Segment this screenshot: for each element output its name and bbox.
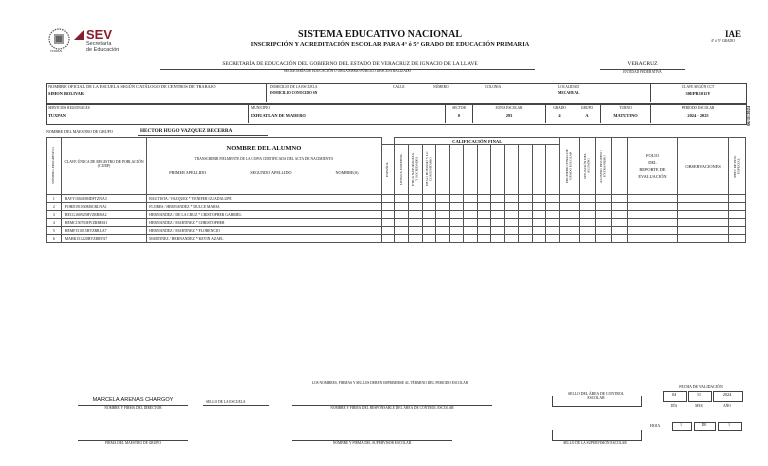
director-name: MARCELA ARENAS CHARGOY <box>92 397 174 403</box>
row-number: 1 <box>47 195 62 203</box>
row-grade-cell <box>477 195 491 203</box>
row-grade-cell <box>491 203 505 211</box>
row-grade-cell <box>580 235 596 243</box>
domicilio-label: DOMICILIO DE LA ESCUELA <box>270 85 318 89</box>
row-grade-cell <box>560 227 580 235</box>
localidad-value: MECAHUAL <box>558 91 580 95</box>
table-row <box>47 211 746 219</box>
nombre-header: NOMBRE DEL ALUMNO TRANSCRIBIR FIELMENTE DE LA COPIA CERTIFICADA DEL ACTA DE NACIMIENTO PRIMER APELLIDO SEGUNDO APELLIDO NOMBRE(S) <box>147 138 381 195</box>
firma-maestro: FIRMA DEL MAESTRO DE GRUPO <box>105 441 161 445</box>
row-grade-cell <box>409 203 423 211</box>
curp-header: CLAVE ÚNICA DE REGISTRO DE POBLACIÓN (CURP) <box>61 138 147 195</box>
row-grade-cell <box>477 227 491 235</box>
grupo-value: A <box>585 113 589 118</box>
row-grade-cell <box>580 195 596 203</box>
mes-label: MES <box>695 404 703 408</box>
row-grade-cell <box>532 227 546 235</box>
row-number: 3 <box>47 211 62 219</box>
row-grade-cell <box>505 219 519 227</box>
sello-control: SELLO DEL ÁREA DE CONTROL ESCOLAR <box>568 392 624 401</box>
row-curp: HEMC150703HVZRRHA1 <box>61 219 147 227</box>
table-row <box>47 203 746 211</box>
row-grade-cell <box>627 219 678 227</box>
logo-sub2: de Educación <box>86 47 120 53</box>
row-grade-cell <box>409 195 423 203</box>
row-grade-cell <box>611 227 627 235</box>
grupo-label: GRUPO <box>580 106 594 110</box>
sello-supervision: SELLO DE LA SUPERVISIÓN ESCOLAR <box>563 441 627 445</box>
row-grade-cell <box>477 235 491 243</box>
sev-triangle-icon <box>74 30 84 40</box>
row-grade-cell <box>678 211 729 219</box>
promedio-header: PROMEDIO FINAL DE GRADO ESCOLAR <box>560 138 580 195</box>
hoja-total: 1 <box>728 423 730 427</box>
row-curp: FOHD191030MSCRLNA1 <box>61 203 147 211</box>
row-grade-cell <box>450 235 464 243</box>
numero-label: NÚMERO <box>433 85 449 89</box>
row-grade-cell <box>450 227 464 235</box>
row-number: 6 <box>47 235 62 243</box>
row-grade-cell <box>627 235 678 243</box>
sector-value: 0 <box>457 113 461 118</box>
row-grade-cell <box>560 203 580 211</box>
row-grade-cell <box>409 227 423 235</box>
row-grade-cell <box>560 219 580 227</box>
page-subtitle: INSCRIPCIÓN Y ACREDITACIÓN ESCOLAR PARA 4° ó 5° GRADO DE EDUCACIÓN PRIMARIA <box>250 41 530 48</box>
row-grade-cell <box>595 235 611 243</box>
domicilio-value: DOMICILIO CONOCIDO SN <box>270 91 318 95</box>
row-student-name: FLORES / HERNANDEZ * DULCE MARIA <box>147 203 381 211</box>
row-grade-cell <box>491 219 505 227</box>
row-grade-cell <box>381 203 395 211</box>
row-grade-cell <box>546 235 560 243</box>
row-grade-cell <box>450 203 464 211</box>
numero-progresivo-header: NÚMERO PROGRESIVO <box>47 138 62 195</box>
row-grade-cell <box>518 227 532 235</box>
servicios-label: SERVICIOS REGIONALES <box>48 106 90 110</box>
row-grade-cell <box>463 219 477 227</box>
subject-col-2: LENGUA MATERNA <box>395 145 409 195</box>
observaciones-header: OBSERVACIONES <box>678 138 729 195</box>
turno-label: TURNO <box>619 106 632 110</box>
row-grade-cell <box>580 211 596 219</box>
row-grade-cell <box>463 195 477 203</box>
row-grade-cell <box>436 219 450 227</box>
subject-col-3: ETICA NATURALEZA Y SOCIEDADES <box>409 145 423 195</box>
row-grade-cell <box>395 195 409 203</box>
fecha-anio: 2024 <box>722 392 732 397</box>
row-grade-cell <box>409 211 423 219</box>
entidad-sub: ENTIDAD FEDERATIVA <box>623 70 662 74</box>
subject-col-1: ESPAÑOL <box>381 145 395 195</box>
municipio-label: MUNICIPIO <box>251 106 270 110</box>
cct-label: CLAVE SEGÚN CCT <box>681 85 715 89</box>
zona-value: 293 <box>505 113 513 118</box>
logo-text: SEV <box>86 27 113 42</box>
row-curp: MAHK151220HVZRRVA7 <box>61 235 147 243</box>
row-grade-cell <box>395 203 409 211</box>
row-grade-cell <box>477 203 491 211</box>
maestro-label: NOMBRE DEL MAESTRO DE GRUPO <box>46 129 113 134</box>
subject-col-4: DE LO HUMANO Y LO COMUNITARIO <box>422 145 436 195</box>
row-grade-cell <box>395 211 409 219</box>
grado-label: GRADO <box>553 106 566 110</box>
row-grade-cell <box>595 195 611 203</box>
calificacion-header: CALIFICACIÓN FINAL <box>395 138 560 145</box>
hoja-label: HOJA <box>650 423 661 428</box>
row-grade-cell <box>409 235 423 243</box>
colonia-label: COLONIA <box>485 85 502 89</box>
row-grade-cell <box>422 227 436 235</box>
row-curp: HEMF151015HVZRRLA7 <box>61 227 147 235</box>
row-grade-cell <box>436 195 450 203</box>
row-grade-cell <box>463 227 477 235</box>
subject-col-5 <box>436 145 450 195</box>
row-grade-cell <box>381 219 395 227</box>
row-grade-cell <box>436 211 450 219</box>
row-grade-cell <box>627 203 678 211</box>
row-curp: HECG160925HVZRRBA2 <box>61 211 147 219</box>
footer-notice: LOS NOMBRES, FIRMAS Y SELLOS DEBEN IMPRIMIRSE AL TÉRMINO DEL PERIODO ESCOLAR <box>311 381 469 385</box>
row-grade-cell <box>546 195 560 203</box>
row-grade-cell <box>560 211 580 219</box>
row-grade-cell <box>611 219 627 227</box>
row-student-name: MARTINEZ / HERNANDEZ * KEVIN AZAEL <box>147 235 381 243</box>
row-grade-cell <box>422 211 436 219</box>
anio-label: AÑO <box>723 404 731 408</box>
servicios-value: TUXPAN <box>48 113 66 118</box>
row-grade-cell <box>611 211 627 219</box>
row-grade-cell <box>450 195 464 203</box>
row-grade-cell <box>728 227 745 235</box>
grado-value: 4 <box>558 113 561 118</box>
row-grade-cell <box>728 195 745 203</box>
necesidades-header: NEEV DE EDU. ESPECIAL <box>728 138 745 195</box>
row-grade-cell <box>546 203 560 211</box>
row-grade-cell <box>611 195 627 203</box>
row-grade-cell <box>395 235 409 243</box>
row-grade-cell <box>611 235 627 243</box>
row-grade-cell <box>546 219 560 227</box>
row-grade-cell <box>422 195 436 203</box>
row-number: 5 <box>47 227 62 235</box>
row-grade-cell <box>450 211 464 219</box>
periodo-label: PERIODO ESCOLAR <box>681 106 715 110</box>
row-grade-cell <box>463 235 477 243</box>
row-grade-cell <box>595 203 611 211</box>
row-grade-cell <box>381 195 395 203</box>
school-name-label: NOMBRE OFICIAL DE LA ESCUELA SEGÚN CATÁLOGO DE CENTROS DE TRABAJO <box>48 84 216 89</box>
row-grade-cell <box>532 195 546 203</box>
zona-label: ZONA ESCOLAR <box>495 106 523 110</box>
calle-label: CALLE <box>393 85 405 89</box>
row-grade-cell <box>463 211 477 219</box>
row-grade-cell <box>381 235 395 243</box>
situacion-header: SITUACIÓN DEL ALUMNO <box>580 138 596 195</box>
row-grade-cell <box>728 203 745 211</box>
row-grade-cell <box>505 195 519 203</box>
responsable-label: NOMBRE Y FIRMA DEL RESPONSABLE DEL ÁREA DE CONTROL ESCOLAR <box>330 406 454 410</box>
row-student-name: HERNANDEZ / DE LA CRUZ * CRISTOPHER GABRIEL <box>147 211 381 219</box>
row-grade-cell <box>491 227 505 235</box>
row-grade-cell <box>595 211 611 219</box>
dia-label: DÍA <box>670 404 678 408</box>
row-grade-cell <box>505 211 519 219</box>
row-grade-cell <box>728 211 745 219</box>
form-code-sub: 4° ó 5° GRADO <box>711 39 735 43</box>
row-grade-cell <box>381 211 395 219</box>
row-grade-cell <box>678 195 729 203</box>
sello-supervision-bracket <box>552 430 642 441</box>
folio-header: FOLIO DEL REPORTE DE EVALUACIÓN <box>627 138 678 195</box>
row-grade-cell <box>678 235 729 243</box>
periodo-value: 2024 - 2025 <box>687 113 709 118</box>
row-grade-cell <box>518 211 532 219</box>
form-code: IAE <box>725 29 742 39</box>
row-grade-cell <box>627 195 678 203</box>
hoja-de: DE <box>701 423 707 427</box>
row-grade-cell <box>518 195 532 203</box>
row-grade-cell <box>422 219 436 227</box>
maestro-value: HECTOR HUGO VAZQUEZ BECERRA <box>140 128 233 134</box>
row-grade-cell <box>560 235 580 243</box>
primer-apellido-header: PRIMER APELLIDO <box>169 170 207 175</box>
cct-value: 30EPR1011Y <box>685 91 711 96</box>
table-row <box>47 219 746 227</box>
secretaria: SECRETARÍA DE EDUCACIÓN DEL GOBIERNO DEL ESTADO DE VERACRUZ DE IGNACIO DE LA LLAVE <box>222 61 478 67</box>
row-grade-cell <box>546 211 560 219</box>
row-grade-cell <box>518 219 532 227</box>
director-label: NOMBRE Y FIRMA DEL DIRECTOR <box>104 406 162 410</box>
row-grade-cell <box>381 227 395 235</box>
row-grade-cell <box>395 219 409 227</box>
sev-logo <box>47 27 137 55</box>
row-grade-cell <box>595 219 611 227</box>
row-grade-cell <box>532 219 546 227</box>
nombres-header: NOMBRE(S) <box>335 170 359 175</box>
row-grade-cell <box>728 219 745 227</box>
row-grade-cell <box>422 203 436 211</box>
row-grade-cell <box>518 235 532 243</box>
row-student-name: HERNANDEZ / MARTINEZ * FLORENCIO <box>147 227 381 235</box>
table-row <box>47 227 746 235</box>
row-grade-cell <box>477 211 491 219</box>
row-grade-cell <box>560 195 580 203</box>
entidad: VERACRUZ <box>627 61 658 67</box>
row-grade-cell <box>422 235 436 243</box>
hoja-num: 1 <box>680 423 682 427</box>
row-grade-cell <box>580 219 596 227</box>
fecha-dia: 04 <box>671 392 677 397</box>
municipio-value: IXHUATLAN DE MADERO <box>251 113 306 118</box>
row-grade-cell <box>595 227 611 235</box>
secretaria-sub: SECRETARÍA DE EDUCACIÓN U ORGANISMO PÚBLICO DESCENTRALIZADO <box>283 69 412 73</box>
table-row <box>47 195 746 203</box>
row-grade-cell <box>491 195 505 203</box>
row-number: 4 <box>47 219 62 227</box>
inscrito-header: ALUMNO INSCRITO / EXTRANJERO <box>595 138 611 195</box>
row-curp: BAVY100418MDFTZNA3 <box>61 195 147 203</box>
row-grade-cell <box>505 227 519 235</box>
school-name-value: SIMON BOLIVAR <box>48 91 84 96</box>
localidad-label: LOCALIDAD <box>558 85 579 89</box>
row-grade-cell <box>436 203 450 211</box>
row-grade-cell <box>436 235 450 243</box>
segundo-apellido-header: SEGUNDO APELLIDO <box>250 170 292 175</box>
row-grade-cell <box>505 203 519 211</box>
page-title: SISTEMA EDUCATIVO NACIONAL <box>297 29 463 40</box>
row-grade-cell <box>678 227 729 235</box>
table-row <box>47 235 746 243</box>
students-table <box>46 137 746 243</box>
turno-value: MATUTINO <box>613 113 638 118</box>
row-grade-cell <box>477 219 491 227</box>
row-grade-cell <box>409 219 423 227</box>
supervisor-label: NOMBRE Y FIRMA DEL SUPERVISOR ESCOLAR <box>332 441 412 445</box>
row-grade-cell <box>728 235 745 243</box>
sello-escuela: SELLO DE LA ESCUELA <box>206 400 246 404</box>
row-student-name: BAUTISTA / VAZQUEZ * YENIFER GUADALUPE <box>147 195 381 203</box>
sector-label: SECTOR <box>452 106 466 110</box>
row-grade-cell <box>546 227 560 235</box>
row-grade-cell <box>580 227 596 235</box>
row-grade-cell <box>580 203 596 211</box>
row-grade-cell <box>505 235 519 243</box>
row-grade-cell <box>395 227 409 235</box>
row-grade-cell <box>532 203 546 211</box>
row-grade-cell <box>532 211 546 219</box>
row-grade-cell <box>518 203 532 211</box>
row-grade-cell <box>627 211 678 219</box>
seal-city-label: TUXPAN <box>50 49 62 53</box>
row-grade-cell <box>491 235 505 243</box>
fecha-mes: 11 <box>696 392 702 397</box>
row-grade-cell <box>611 203 627 211</box>
row-number: 2 <box>47 203 62 211</box>
fecha-label: FECHA DE VALIDACIÓN <box>679 385 723 389</box>
row-grade-cell <box>678 203 729 211</box>
row-grade-cell <box>532 235 546 243</box>
row-grade-cell <box>491 211 505 219</box>
row-grade-cell <box>678 219 729 227</box>
side-date: 06/11/2024 <box>746 106 751 126</box>
row-grade-cell <box>436 227 450 235</box>
row-student-name: HERNANDEZ / MARTINEZ * CHRISTOPHER <box>147 219 381 227</box>
row-grade-cell <box>450 219 464 227</box>
row-grade-cell <box>463 203 477 211</box>
row-grade-cell <box>627 227 678 235</box>
logo-sub1: Secretaría <box>86 41 112 47</box>
